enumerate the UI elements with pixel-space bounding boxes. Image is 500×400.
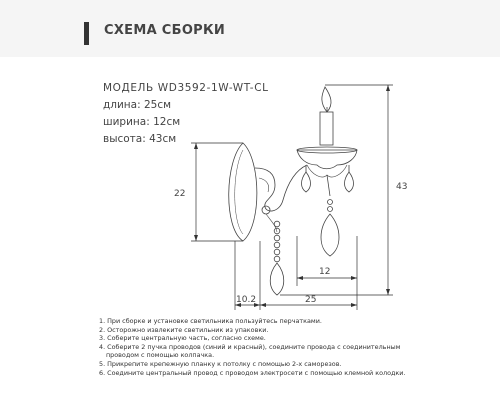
dim-shade-depth: 12 — [319, 267, 331, 277]
arm-ornament — [262, 206, 270, 214]
candle — [320, 112, 333, 145]
pendant-right — [345, 172, 354, 192]
spec-height: высота: 43см — [103, 133, 177, 145]
assembly-notes — [99, 317, 405, 377]
pendant-center — [321, 214, 339, 256]
note-4: 4. Соберите 2 пучка проводов (синий и красный), соедините провода с соединительным — [99, 342, 401, 351]
backplate-inner — [235, 150, 243, 234]
pendant-left — [302, 172, 311, 192]
note-6: 6. Соедините центральный провод с проводом электросети с помощью клемной колодки. — [99, 368, 406, 377]
note-5: 5. Прикрепите крепежную планку к потолку с помощью 2-х саморезов. — [99, 359, 342, 368]
note-3: 3. Соберите центральную часть, согласно схеме. — [99, 334, 266, 343]
candle-flame — [322, 87, 331, 112]
spec-width: ширина: 12см — [103, 116, 181, 128]
lamp-arm-lower — [259, 178, 269, 192]
note-1: 1. При сборке и установке светильника пользуйтесь перчатками. — [99, 317, 322, 325]
pendant-bottom — [270, 263, 284, 295]
lamp-arm — [255, 165, 307, 211]
spec-length: длина: 25см — [103, 99, 172, 111]
wall-backplate — [229, 143, 257, 241]
dim-height-right: 43 — [396, 182, 408, 192]
dim-total-depth: 25 — [305, 295, 317, 305]
dim-base-depth: 10.2 — [236, 295, 257, 305]
note-4-continued: проводом с помощью колпачка. — [106, 351, 215, 360]
spec-model: МОДЕЛЬ WD3592-1W-WT-CL — [103, 82, 269, 94]
note-2: 2. Осторожно извлеките светильник из упаковки. — [99, 325, 269, 334]
page-title: СХЕМА СБОРКИ — [104, 23, 226, 38]
dim-height-left: 22 — [174, 189, 186, 199]
